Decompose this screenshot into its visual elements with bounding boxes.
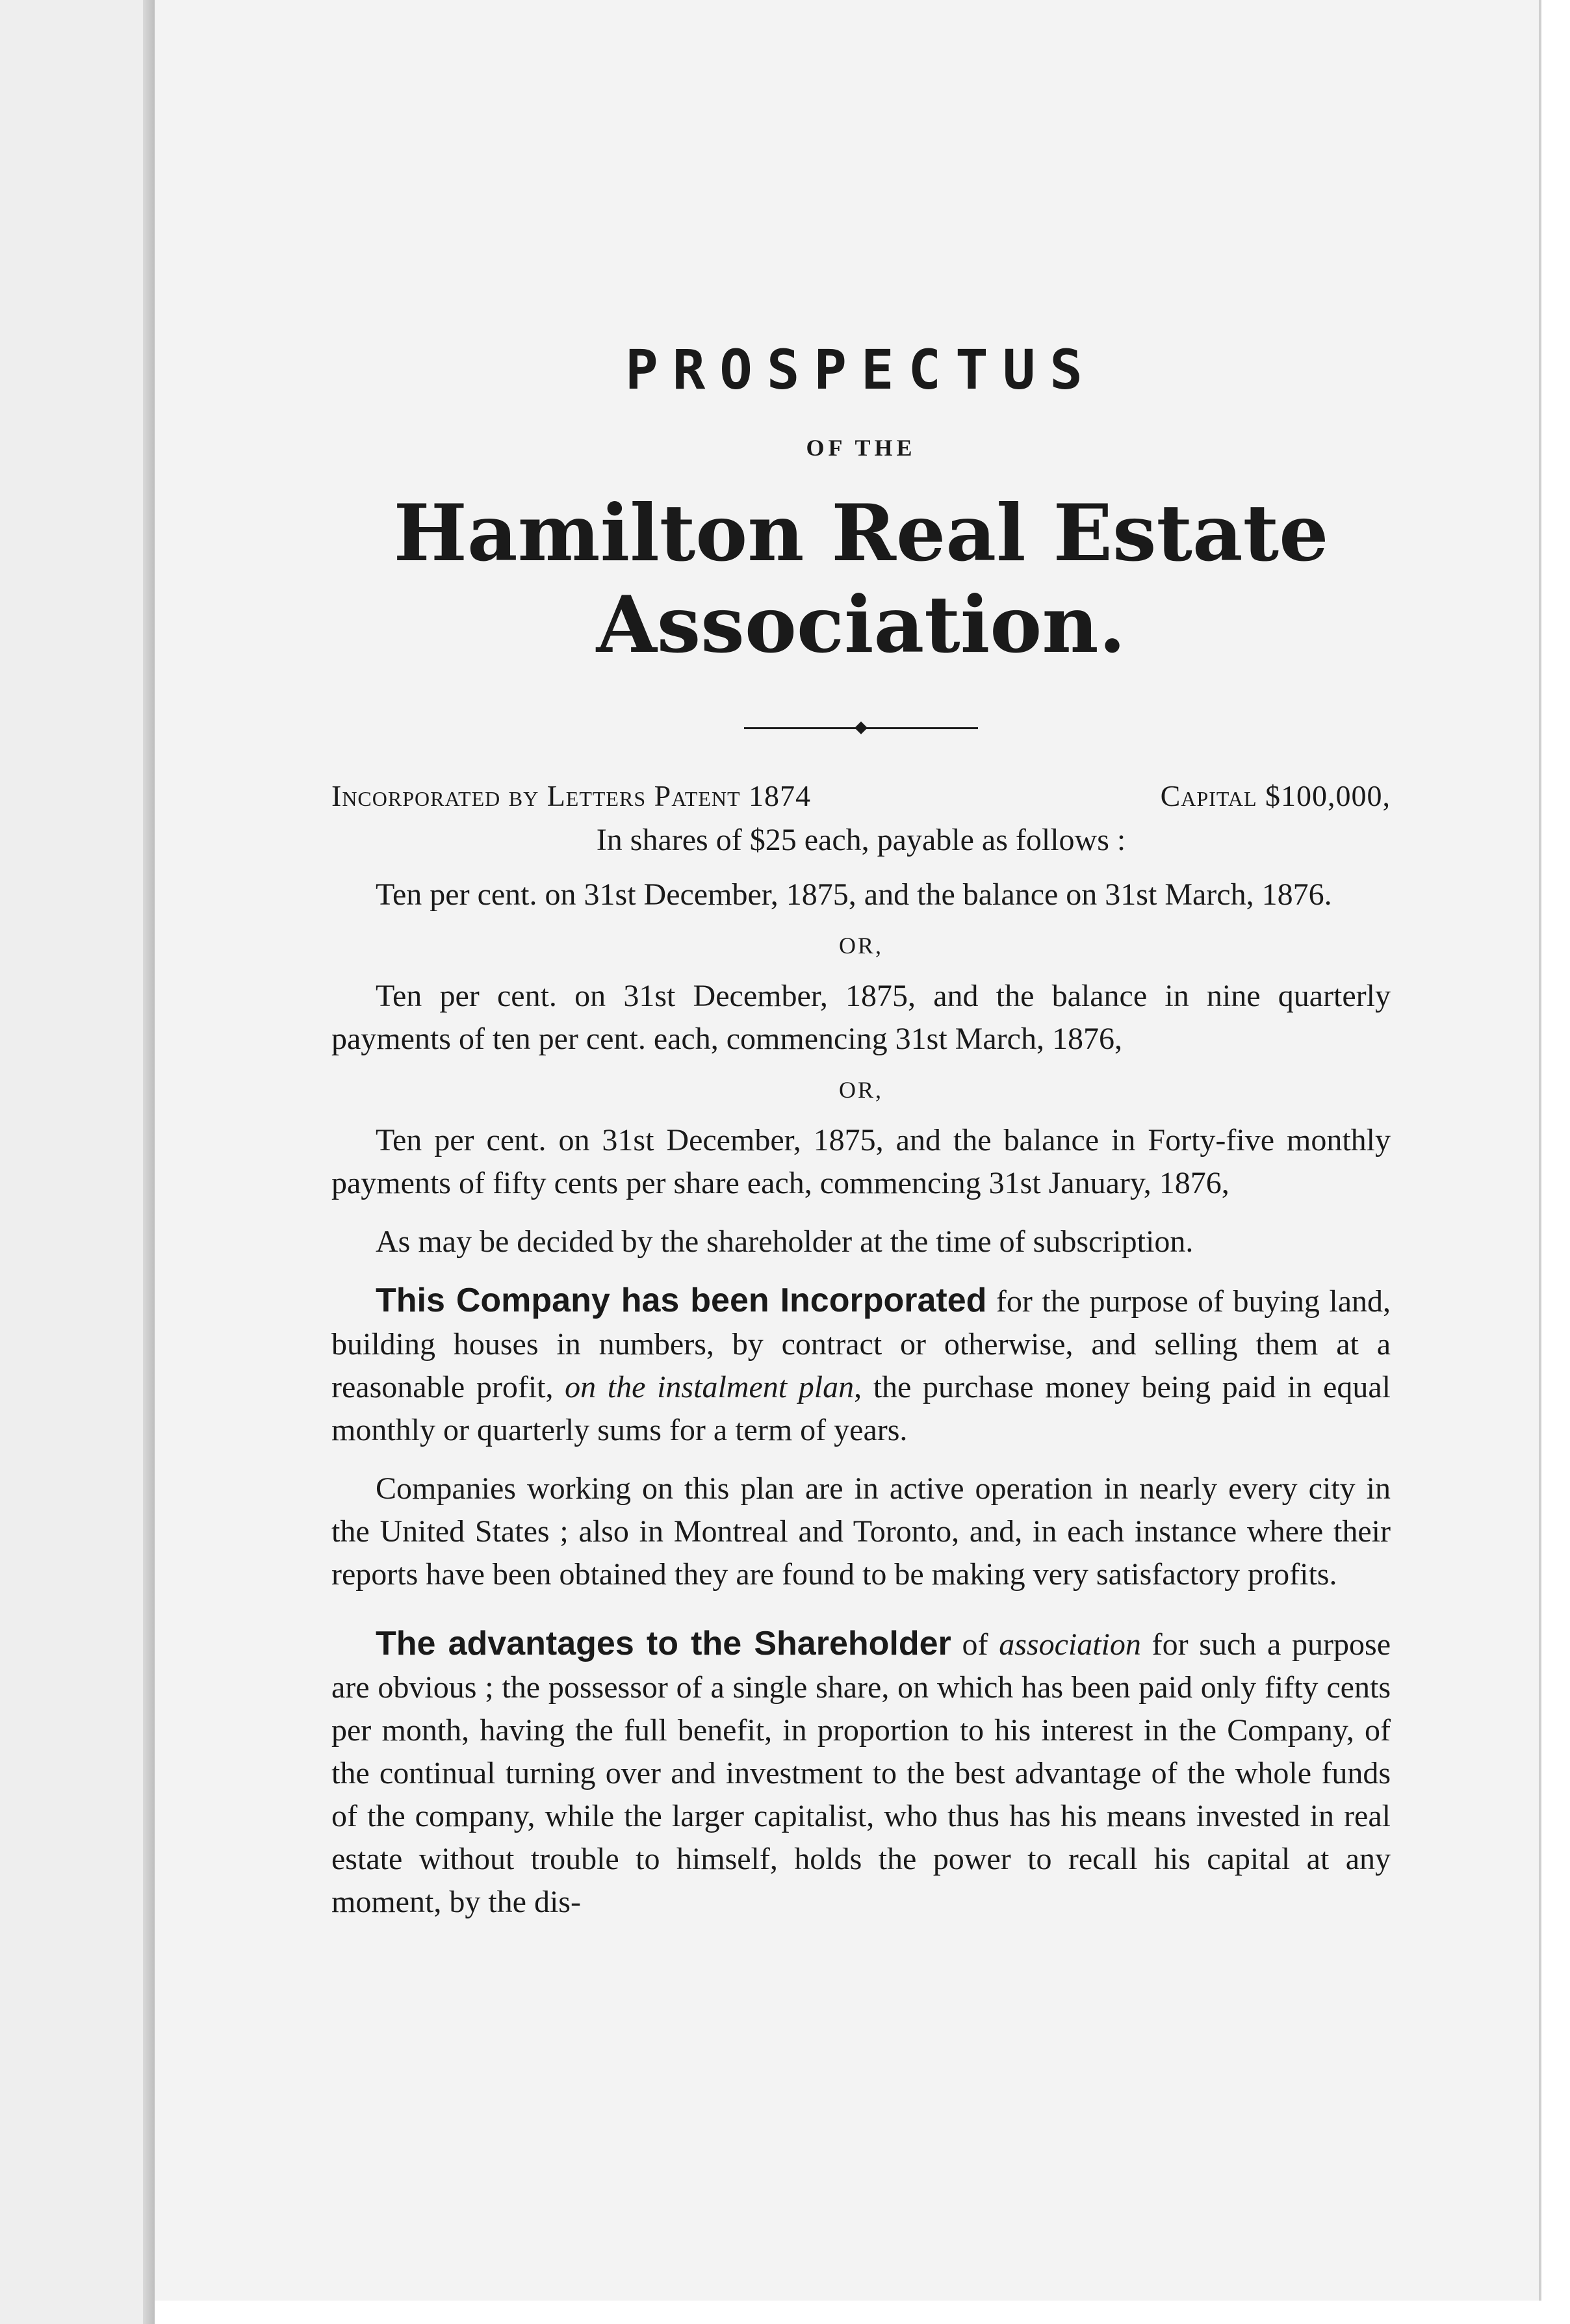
of-the-line: OF THE <box>806 435 916 461</box>
binding-strip <box>0 0 155 2324</box>
bottom-margin <box>155 2301 1570 2324</box>
payment-option-1: Ten per cent. on 31st December, 1875, and the balance on 31st March, 1876. <box>376 877 1332 912</box>
association-name: Hamilton Real Estate Association. <box>393 487 1329 671</box>
right-margin <box>1541 0 1570 2324</box>
incorporation-text-b: , the purchase money being paid in equal monthly or quarterly sums for a term of years. <box>331 1370 1391 1447</box>
companies-paragraph: Companies working on this plan are in active operation in nearly every city in the United States ; also in Montreal and Toronto, and, in each instance where their reports have been obtained they are found to be making very satisfactory profits. <box>331 1471 1391 1592</box>
incorporated-text: Incorporated by Letters Patent 1874 <box>331 779 812 812</box>
incorporation-lead: This Company has been Incorporated <box>376 1282 987 1319</box>
association-italic: association <box>999 1627 1141 1662</box>
advantages-lead: The advantages to the Shareholder <box>376 1625 951 1662</box>
diamond-icon <box>855 721 868 734</box>
capital-text: Capital $100,000, <box>1160 779 1391 812</box>
payment-option-3: Ten per cent. on 31st December, 1875, and the balance in Forty-five monthly payments of fifty cents per share each, commencing 31st January, 1876, <box>331 1123 1391 1200</box>
advantages-paragraph <box>331 1622 1391 1924</box>
or-separator-2: OR, <box>838 1077 883 1103</box>
advantages-text-b: for such a purpose are obvious ; the possessor of a single share, on which has been paid only fifty cents per month, having the full benefit, in proportion to his interest in the Company, of the continual turning over and investment to the best advantage of the whole funds of the company, while the larger capitalist, who thus has his means invested in real estate without trouble to himself, holds the power to recall his capital at any moment, by the dis- <box>331 1627 1391 1919</box>
binding-edge <box>143 0 155 2324</box>
page-title: PROSPECTUS <box>625 338 1097 402</box>
incorporation-line <box>331 779 1391 813</box>
ornamental-rule <box>744 723 978 733</box>
instalment-plan-italic: on the instalment plan <box>565 1370 855 1404</box>
document-content <box>331 338 1391 1924</box>
advantages-text-a: of <box>951 1627 999 1662</box>
incorporation-text-a: for the purpose of buying land, building houses in numbers, by contract or otherwise, and selling them at a reasonable profit, <box>331 1284 1391 1404</box>
payment-option-2: Ten per cent. on 31st December, 1875, and the balance in nine quarterly payments of ten per cent. each, commencing 31st March, 1876, <box>331 979 1391 1056</box>
incorporation-paragraph <box>331 1279 1391 1452</box>
or-separator-1: OR, <box>838 933 883 959</box>
shares-line: In shares of $25 each, payable as follows : <box>596 823 1126 857</box>
decided-paragraph: As may be decided by the shareholder at the time of subscription. <box>376 1224 1194 1259</box>
